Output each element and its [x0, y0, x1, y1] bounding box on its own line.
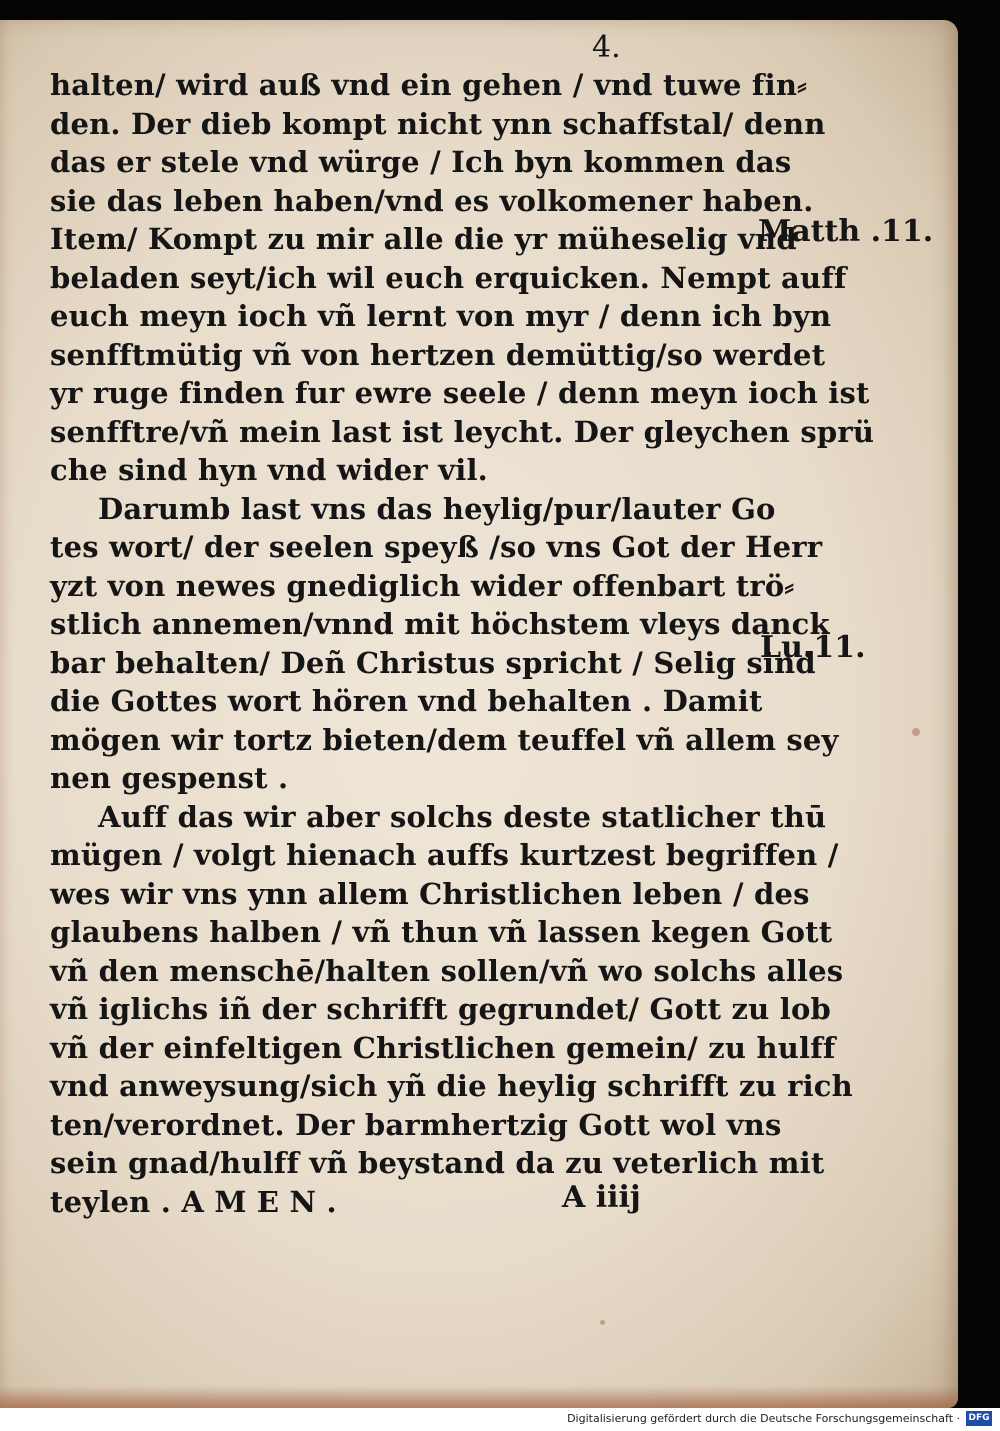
margin-note-matthew: Matth .11.: [758, 214, 934, 249]
text-line: vnd anweysung/sich yñ die heylig schrifft zu rich: [50, 1069, 853, 1103]
paragraph-start: Auff das wir aber solchs deste statlicher thū: [98, 799, 827, 834]
text-line: che sind hyn vnd wider vil.: [50, 453, 488, 487]
page-number: 4.: [592, 30, 621, 65]
text-line: nen gespenst .: [50, 761, 289, 795]
paper-speck: [600, 1320, 605, 1325]
text-line: bar behalten/ Deñ Christus spricht / Selig sind: [50, 645, 816, 680]
footer-credit: Digitalisierung gefördert durch die Deutsche Forschungsgemeinschaft ·: [567, 1412, 960, 1425]
paragraph-start: Darumb last vns das heylig/pur/lauter Go: [98, 491, 776, 526]
text-line: sein gnad/hulff vñ beystand da zu veterlich mit: [50, 1146, 825, 1180]
margin-note-luke: Lu.11.: [760, 630, 866, 665]
text-line: mügen / volgt hienach auffs kurtzest begriffen /: [50, 838, 839, 872]
text-line: beladen seyt/ich wil euch erquicken. Nempt auff: [50, 260, 847, 295]
text-line: stlich annemen/vnnd mit höchstem vleys danck: [50, 607, 830, 641]
paper-speck: [912, 728, 920, 736]
text-line: glaubens halben / vñ thun vñ lassen kegen Gott: [50, 915, 833, 949]
text-line: vñ iglichs iñ der schrifft gegrundet/ Gott zu lob: [50, 992, 831, 1026]
text-line: senfftmütig vñ von hertzen demüttig/so werdet: [50, 337, 826, 372]
text-line: sie das leben haben/vnd es volkomener haben.: [50, 183, 814, 218]
catchword: A iiij: [562, 1180, 641, 1215]
text-line: teylen . A M E N .: [50, 1184, 337, 1219]
text-line: yr ruge finden fur ewre seele / denn meyn ioch ist: [50, 376, 870, 410]
text-line: Item/ Kompt zu mir alle die yr müheselig vnd: [50, 222, 797, 256]
text-line: halten/ wird auß vnd ein gehen / vnd tuwe fin⸗: [50, 68, 807, 102]
text-line: den. Der dieb kompt nicht ynn schaffstal/ denn: [50, 106, 826, 141]
text-line: senfftre/vñ mein last ist leycht. Der gleychen sprü: [50, 414, 875, 449]
text-line: ten/verordnet. Der barmhertzig Gott wol vns: [50, 1107, 782, 1142]
page-edge: [0, 1386, 958, 1408]
dfg-logo-icon: DFG: [966, 1411, 992, 1426]
text-line: yzt von newes gnediglich wider offenbart trö⸗: [50, 568, 795, 603]
text-line: die Gottes wort hören vnd behalten . Damit: [50, 684, 763, 718]
text-line: tes wort/ der seelen speyß /so vns Got der Herr: [50, 530, 823, 564]
text-line: vñ den menschē/halten sollen/vñ wo solchs alles: [50, 953, 844, 988]
text-line: das er stele vnd würge / Ich byn kommen das: [50, 145, 792, 179]
text-line: euch meyn ioch vñ lernt von myr / denn ich byn: [50, 299, 832, 333]
text-line: wes wir vns ynn allem Christlichen leben / des: [50, 876, 810, 911]
text-line: mögen wir tortz bieten/dem teuffel vñ allem sey: [50, 722, 839, 757]
text-line: vñ der einfeltigen Christlichen gemein/ zu hulff: [50, 1030, 836, 1065]
